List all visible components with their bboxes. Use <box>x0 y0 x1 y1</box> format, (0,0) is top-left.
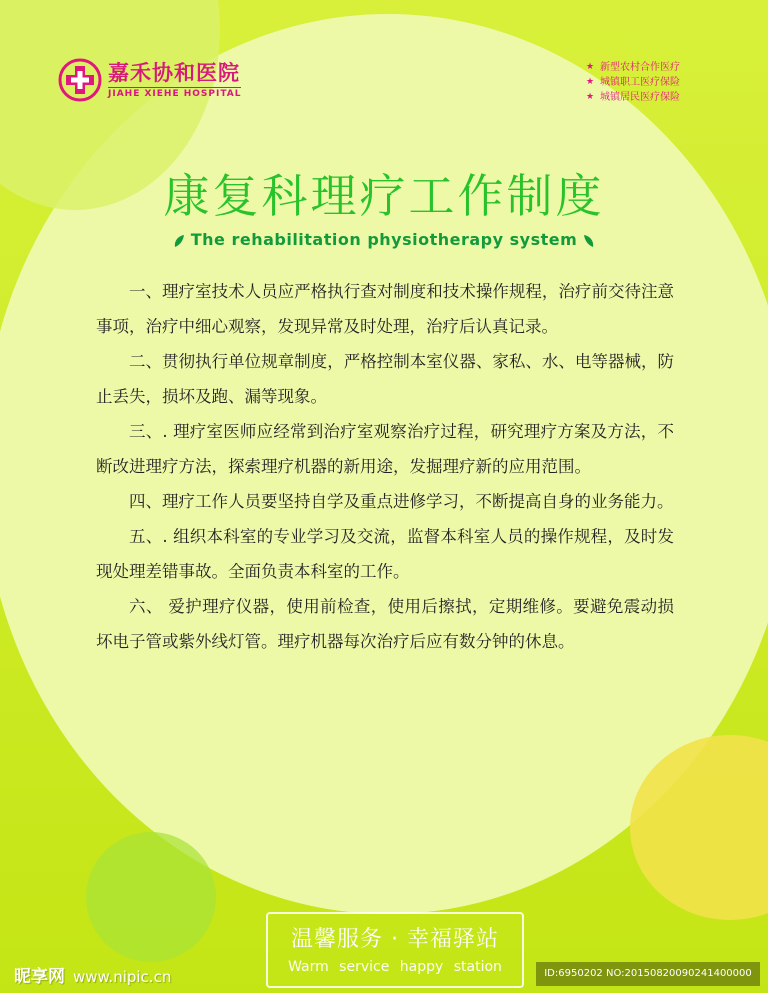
page-subtitle: The rehabilitation physiotherapy system <box>190 230 578 249</box>
watermark-site-name: 昵享网 <box>14 967 65 987</box>
watermark-url: www.nipic.cn <box>73 968 172 986</box>
tag-item <box>586 90 680 105</box>
hospital-logo <box>58 58 241 102</box>
watermark-id: ID:6950202 NO:20150820090241400000 <box>536 962 760 986</box>
rule-paragraph: 二、贯彻执行单位规章制度，严格控制本室仪器、家私、水、电等器械，防止丢失，损坏及跑、漏等现象。 <box>96 352 674 406</box>
page-subtitle-row <box>0 230 768 249</box>
star-icon: ★ <box>586 92 595 102</box>
tag-item <box>586 75 680 90</box>
hospital-name-cn: 嘉禾协和医院 <box>108 61 240 85</box>
background-circle-bottom-left <box>86 832 216 962</box>
logo-text <box>108 61 241 99</box>
rule-paragraph: 五、. 组织本科室的专业学习及交流，监督本科室人员的操作规程，及时发现处理差错事故。全面负责本科室的工作。 <box>96 527 674 581</box>
tag-label: 新型农村合作医疗 <box>600 62 680 73</box>
insurance-tags <box>586 60 680 105</box>
hospital-name-en: JIAHE XIEHE HOSPITAL <box>108 89 242 99</box>
tag-label: 城镇职工医疗保险 <box>600 77 680 88</box>
page-title: 康复科理疗工作制度 <box>163 169 605 223</box>
red-cross-icon <box>58 58 102 102</box>
tag-label: 城镇居民医疗保险 <box>600 92 680 103</box>
footer-slogan-cn: 温馨服务 · 幸福驿站 <box>291 927 499 952</box>
rules-body <box>96 274 674 659</box>
star-icon: ★ <box>586 77 595 87</box>
star-icon: ★ <box>586 62 595 72</box>
footer-slogan-box <box>266 912 524 988</box>
tag-item <box>586 60 680 75</box>
footer-slogan-en: Warm service happy station <box>288 959 502 975</box>
watermark-site <box>14 962 171 987</box>
rule-paragraph: 一、理疗室技术人员应严格执行查对制度和技术操作规程，治疗前交待注意事项，治疗中细心观察，发现异常及时处理，治疗后认真记录。 <box>96 282 674 336</box>
leaf-icon <box>173 233 185 247</box>
rule-paragraph: 四、理疗工作人员要坚持自学及重点进修学习，不断提高自身的业务能力。 <box>129 492 674 511</box>
leaf-icon <box>583 233 595 247</box>
rule-paragraph: 六、 爱护理疗仪器，使用前检查，使用后擦拭，定期维修。要避免震动损坏电子管或紫外线灯管。理疗机器每次治疗后应有数分钟的休息。 <box>96 597 674 651</box>
rule-paragraph: 三、. 理疗室医师应经常到治疗室观察治疗过程，研究理疗方案及方法，不断改进理疗方法，探索理疗机器的新用途，发掘理疗新的应用范围。 <box>96 422 674 476</box>
